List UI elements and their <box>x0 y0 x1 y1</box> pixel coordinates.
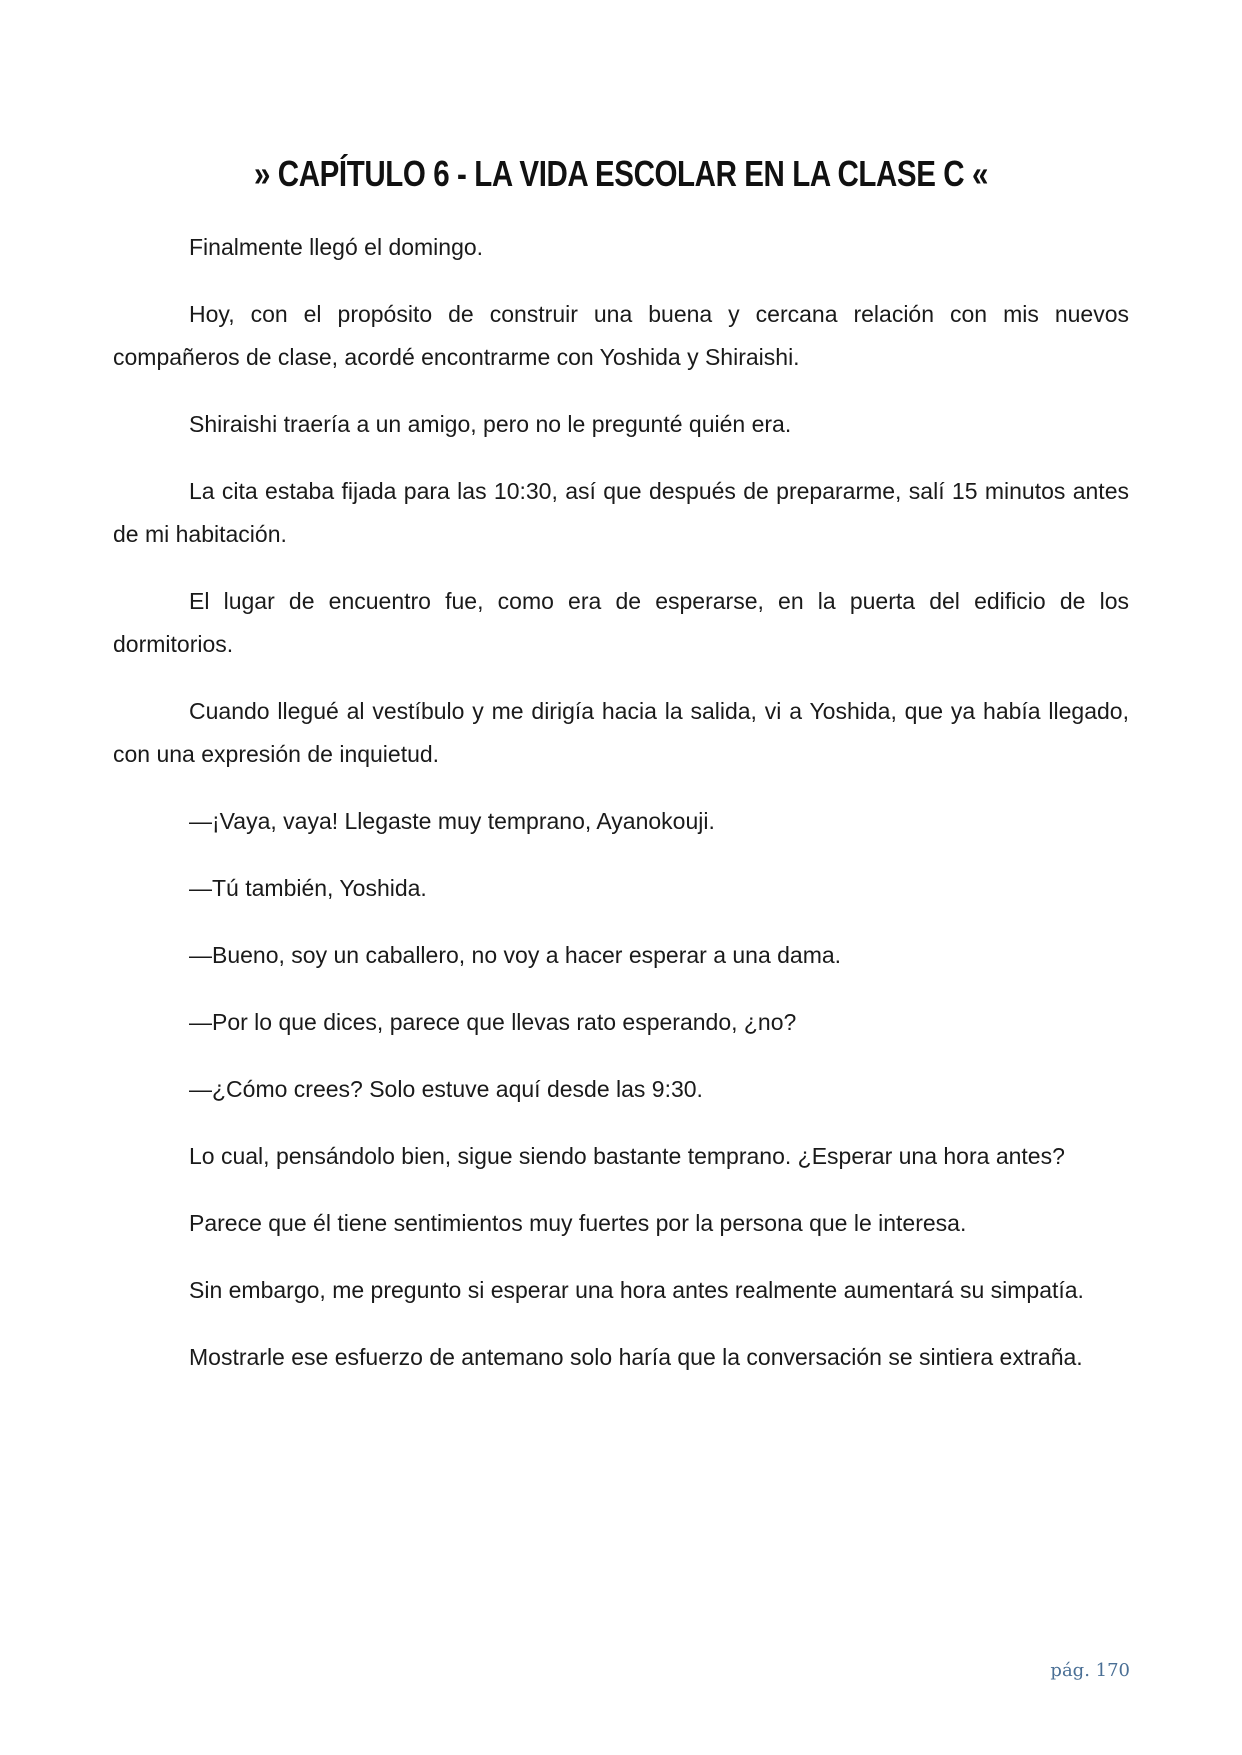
paragraph: La cita estaba fijada para las 10:30, así que después de prepararme, salí 15 minutos antes de mi habitación. <box>113 478 1129 547</box>
paragraph: Shiraishi traería a un amigo, pero no le pregunté quién era. <box>189 411 792 437</box>
dialogue-line: —Tú también, Yoshida. <box>189 875 427 901</box>
paragraph: Sin embargo, me pregunto si esperar una hora antes realmente aumentará su simpatía. <box>189 1277 1084 1303</box>
chapter-title: » CAPÍTULO 6 - LA VIDA ESCOLAR EN LA CLASE C « <box>254 153 988 194</box>
paragraph: Parece que él tiene sentimientos muy fuertes por la persona que le interesa. <box>189 1210 967 1236</box>
page-number: pág. 170 <box>1050 1660 1130 1681</box>
paragraph: Hoy, con el propósito de construir una buena y cercana relación con mis nuevos compañeros de clase, acordé encontrarme con Yoshida y Shiraishi. <box>113 301 1129 370</box>
paragraph: Cuando llegué al vestíbulo y me dirigía hacia la salida, vi a Yoshida, que ya había llegado, con una expresión de inquietud. <box>113 698 1129 767</box>
dialogue-line: —Bueno, soy un caballero, no voy a hacer esperar a una dama. <box>189 942 842 968</box>
dialogue-line: —¡Vaya, vaya! Llegaste muy temprano, Ayanokouji. <box>189 808 715 834</box>
paragraph: Lo cual, pensándolo bien, sigue siendo bastante temprano. ¿Esperar una hora antes? <box>189 1143 1065 1169</box>
paragraph: El lugar de encuentro fue, como era de esperarse, en la puerta del edificio de los dormitorios. <box>113 588 1129 657</box>
paragraph: Finalmente llegó el domingo. <box>189 234 484 260</box>
paragraph: Mostrarle ese esfuerzo de antemano solo haría que la conversación se sintiera extraña. <box>189 1344 1083 1370</box>
body-text <box>113 226 1129 1403</box>
dialogue-line: —Por lo que dices, parece que llevas rato esperando, ¿no? <box>189 1009 797 1035</box>
dialogue-line: —¿Cómo crees? Solo estuve aquí desde las 9:30. <box>189 1076 703 1102</box>
